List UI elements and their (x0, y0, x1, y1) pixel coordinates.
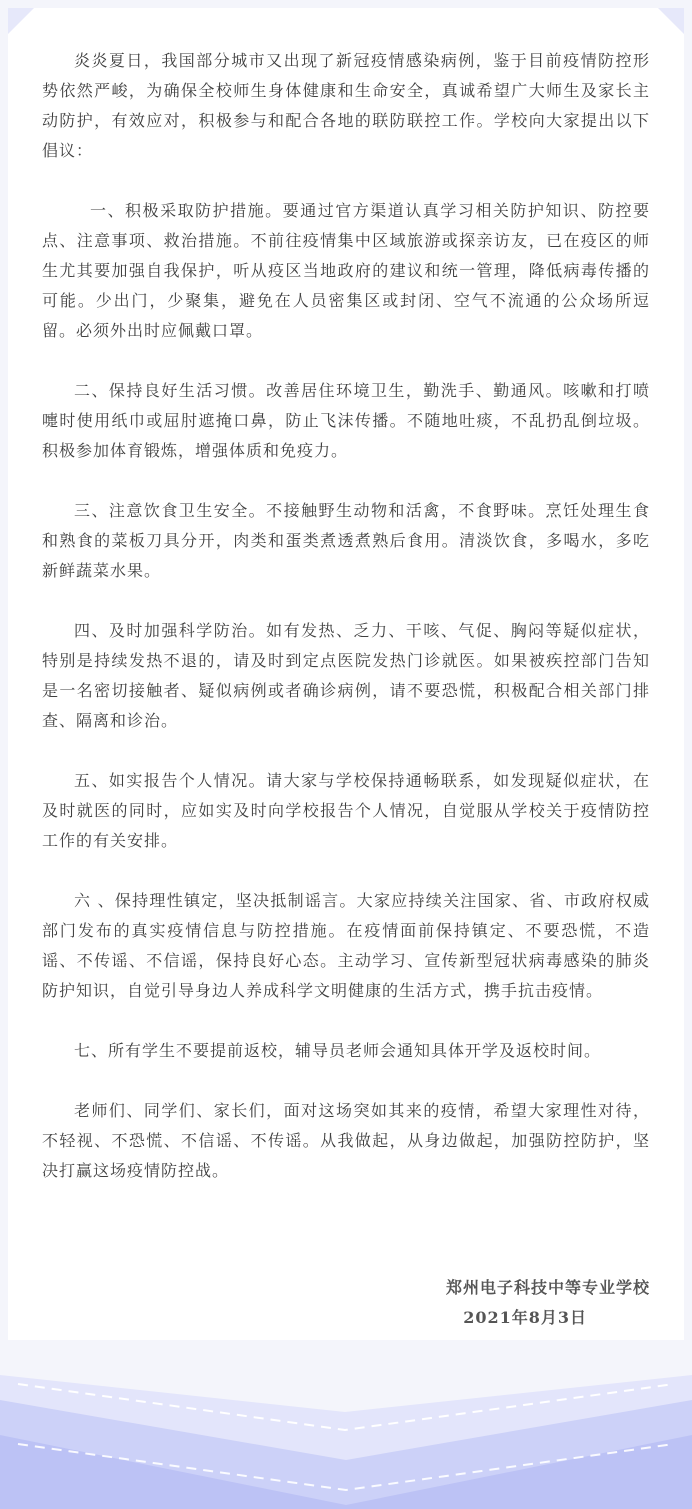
proposal-7-paragraph: 七、所有学生不要提前返校，辅导员老师会通知具体开学及返校时间。 (74, 1041, 602, 1060)
document-body (42, 10, 650, 1186)
signature-block (390, 1273, 650, 1333)
closing-paragraph: 老师们、同学们、家长们，面对这场突如其来的疫情，希望大家理性对待，不轻视、不恐慌、不信谣、不传谣。从我做起，从身边做起，加强防控防护，坚决打赢这场疫情防控战。 (42, 1101, 650, 1180)
proposal-3-paragraph: 三、注意饮食卫生安全。不接触野生动物和活禽，不食野味。烹饪处理生食和熟食的菜板刀具分开，肉类和蛋类煮透煮熟后食用。清淡饮食，多喝水，多吃新鲜蔬菜水果。 (42, 501, 650, 580)
proposal-2-paragraph: 二、保持良好生活习惯。改善居住环境卫生，勤洗手、勤通风。咳嗽和打喷嚏时使用纸巾或屈肘遮掩口鼻，防止飞沫传播。不随地吐痰，不乱扔乱倒垃圾。积极参加体育锻炼，增强体质和免疫力。 (42, 381, 650, 460)
proposal-5-paragraph: 五、如实报告个人情况。请大家与学校保持通畅联系，如发现疑似症状，在及时就医的同时，应如实及时向学校报告个人情况，自觉服从学校关于疫情防控工作的有关安排。 (42, 771, 650, 850)
signature-date: 2021年8月3日 (463, 1308, 587, 1327)
footer-decoration (0, 1340, 692, 1509)
proposal-1-paragraph: 一、积极采取防护措施。要通过官方渠道认真学习相关防护知识、防控要点、注意事项、救治措施。不前往疫情集中区域旅游或探亲访友，已在疫区的师生尤其要加强自我保护，听从疫区当地政府的建议和统一管理，降低病毒传播的可能。少出门，少聚集，避免在人员密集区或封闭、空气不流通的公众场所逗留。必须外出时应佩戴口罩。 (42, 201, 650, 340)
intro-paragraph: 炎炎夏日，我国部分城市又出现了新冠疫情感染病例，鉴于目前疫情防控形势依然严峻，为确保全校师生身体健康和生命安全，真诚希望广大师生及家长主动防护，有效应对，积极参与和配合各地的联防联控工作。学校向大家提出以下倡议： (42, 51, 650, 160)
proposal-4-paragraph: 四、及时加强科学防治。如有发热、乏力、干咳、气促、胸闷等疑似症状，特别是持续发热不退的，请及时到定点医院发热门诊就医。如果被疾控部门告知是一名密切接触者、疑似病例或者确诊病例，请不要恐慌，积极配合相关部门排查、隔离和诊治。 (42, 621, 650, 730)
proposal-6-paragraph: 六 、保持理性镇定，坚决抵制谣言。大家应持续关注国家、省、市政府权威部门发布的真实疫情信息与防控措施。在疫情面前保持镇定、不要恐慌，不造谣、不传谣、不信谣，保持良好心态。主动学习、宣传新型冠状病毒感染的肺炎防护知识，自觉引导身边人养成科学文明健康的生活方式，携手抗击疫情。 (42, 891, 650, 1000)
signature-organization: 郑州电子科技中等专业学校 (445, 1278, 650, 1297)
